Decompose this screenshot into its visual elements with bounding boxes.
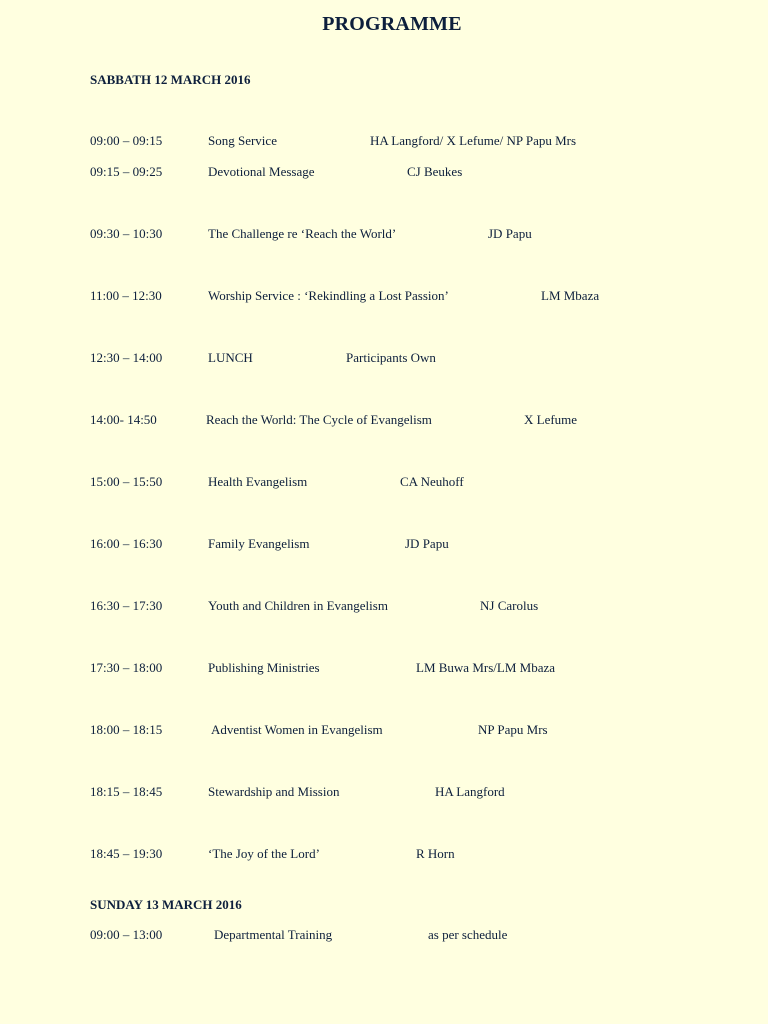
session-presenter: CJ Beukes [407,164,463,179]
session-presenter: X Lefume [524,412,578,427]
session-activity: Reach the World: The Cycle of Evangelism [206,412,432,427]
session-activity: The Challenge re ‘Reach the World’ [208,226,397,241]
programme-row [0,412,768,430]
session-activity: Song Service [208,133,277,148]
page-title: PROGRAMME [322,13,462,35]
programme-row [0,598,768,616]
programme-row [0,226,768,244]
session-activity: Departmental Training [214,927,333,942]
session-activity: Worship Service : ‘Rekindling a Lost Passion’ [208,288,449,303]
session-presenter: as per schedule [428,927,508,942]
session-time: 18:15 – 18:45 [90,784,163,799]
programme-row [0,846,768,864]
session-time: 17:30 – 18:00 [90,660,163,675]
session-presenter: HA Langford [435,784,505,799]
programme-row [0,722,768,740]
session-time: 09:00 – 09:15 [90,133,163,148]
session-presenter: NP Papu Mrs [478,722,548,737]
session-activity: LUNCH [208,350,253,365]
session-activity: Youth and Children in Evangelism [208,598,388,613]
session-presenter: LM Mbaza [541,288,600,303]
programme-row [0,350,768,368]
session-time: 12:30 – 14:00 [90,350,163,365]
session-time: 11:00 – 12:30 [90,288,162,303]
day-heading-sabbath: SABBATH 12 MARCH 2016 [90,72,251,87]
programme-row [0,784,768,802]
day-heading-sunday: SUNDAY 13 MARCH 2016 [90,897,242,912]
session-presenter: HA Langford/ X Lefume/ NP Papu Mrs [370,133,577,148]
session-activity: Family Evangelism [208,536,310,551]
session-activity: ‘The Joy of the Lord’ [208,846,320,861]
programme-row [0,927,768,945]
programme-row [0,133,768,151]
session-activity: Publishing Ministries [208,660,320,675]
session-presenter: JD Papu [488,226,532,241]
session-time: 09:00 – 13:00 [90,927,163,942]
programme-row [0,288,768,306]
session-activity: Adventist Women in Evangelism [211,722,383,737]
session-presenter: NJ Carolus [480,598,539,613]
session-activity: Health Evangelism [208,474,308,489]
session-presenter: JD Papu [405,536,449,551]
session-presenter: R Horn [416,846,455,861]
session-activity: Devotional Message [208,164,315,179]
programme-row [0,164,768,182]
session-time: 18:00 – 18:15 [90,722,163,737]
session-time: 15:00 – 15:50 [90,474,163,489]
session-time: 18:45 – 19:30 [90,846,163,861]
session-presenter: LM Buwa Mrs/LM Mbaza [416,660,556,675]
session-time: 16:30 – 17:30 [90,598,163,613]
programme-row [0,536,768,554]
session-presenter: CA Neuhoff [400,474,464,489]
session-time: 14:00- 14:50 [90,412,157,427]
session-activity: Stewardship and Mission [208,784,340,799]
session-time: 09:15 – 09:25 [90,164,163,179]
programme-row [0,474,768,492]
session-time: 16:00 – 16:30 [90,536,163,551]
session-time: 09:30 – 10:30 [90,226,163,241]
programme-row [0,660,768,678]
session-presenter: Participants Own [346,350,436,365]
